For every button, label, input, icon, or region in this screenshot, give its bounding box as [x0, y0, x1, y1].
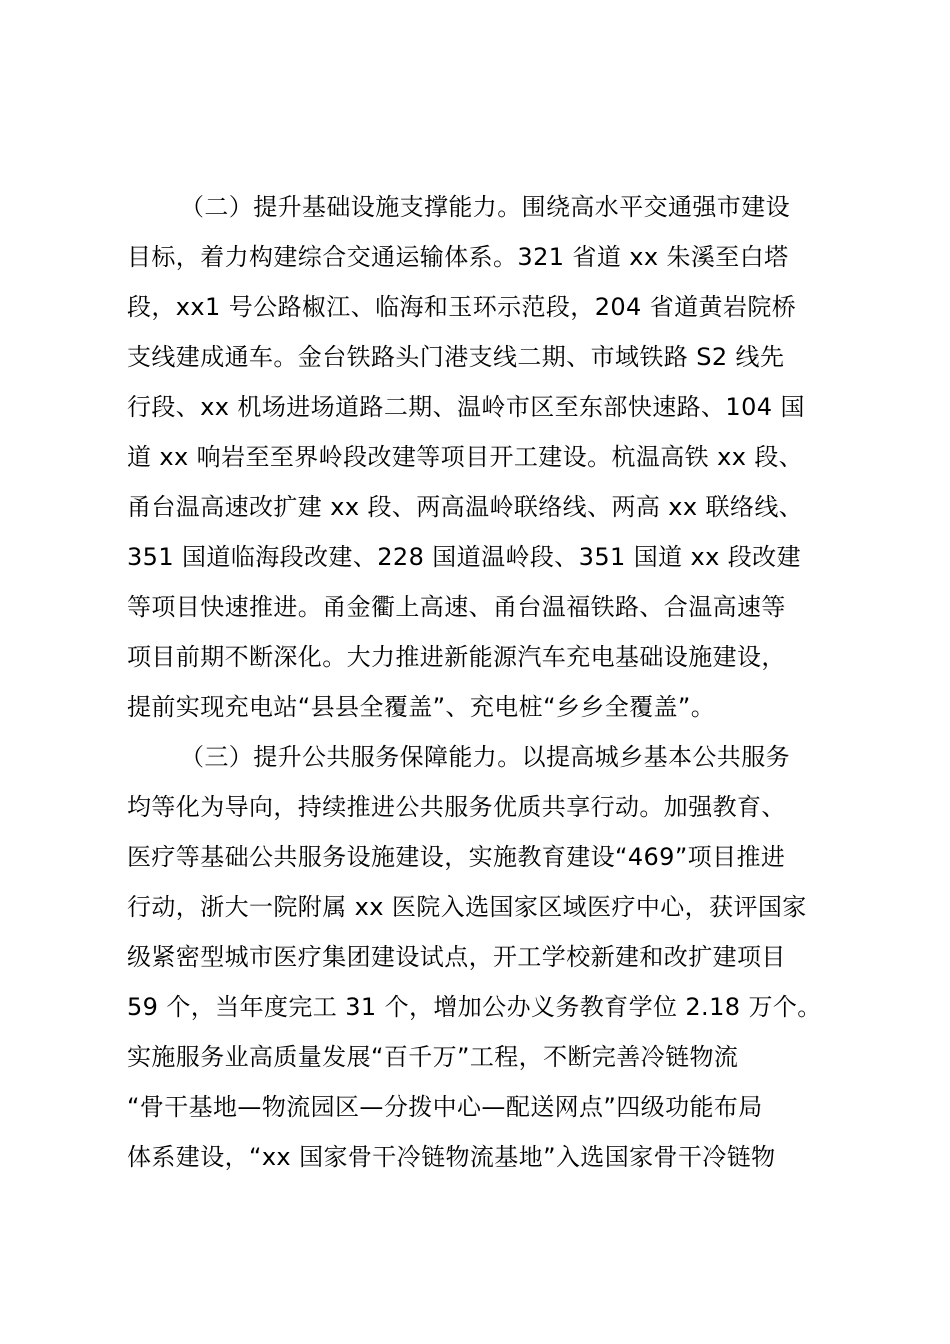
paragraph-3-line-4: 行动，浙大一院附属 xx 医院入选国家区域医疗中心，获评国家 — [127, 893, 807, 921]
paragraph-3-line-1: （三）提升公共服务保障能力。以提高城乡基本公共服务 — [180, 743, 790, 771]
paragraph-2-line-4: 支线建成通车。金台铁路头门港支线二期、市域铁路 S2 线先 — [127, 343, 785, 371]
paragraph-2-line-1: （二）提升基础设施支撑能力。围绕高水平交通强市建设 — [180, 193, 790, 221]
paragraph-2-line-10: 项目前期不断深化。大力推进新能源汽车充电基础设施建设， — [127, 643, 786, 671]
paragraph-3-line-6: 59 个，当年度完工 31 个，增加公办义务教育学位 2.18 万个。 — [127, 993, 822, 1021]
paragraph-3-line-5: 级紧密型城市医疗集团建设试点，开工学校新建和改扩建项目 — [127, 943, 786, 971]
paragraph-3-line-9: 体系建设，“xx 国家骨干冷链物流基地”入选国家骨干冷链物 — [127, 1143, 776, 1171]
paragraph-2-line-11: 提前实现充电站“县县全覆盖”、充电桩“乡乡全覆盖”。 — [127, 693, 716, 721]
paragraph-2-line-3: 段，xx1 号公路椒江、临海和玉环示范段，204 省道黄岩院桥 — [127, 293, 797, 321]
paragraph-3-line-8: “骨干基地—物流园区—分拨中心—配送网点”四级功能布局 — [127, 1093, 763, 1121]
paragraph-3-line-2: 均等化为导向，持续推进公共服务优质共享行动。加强教育、 — [127, 793, 786, 821]
paragraph-2-line-9: 等项目快速推进。甬金衢上高速、甬台温福铁路、合温高速等 — [127, 593, 786, 621]
paragraph-2-line-6: 道 xx 响岩至至界岭段改建等项目开工建设。杭温高铁 xx 段、 — [127, 443, 804, 471]
paragraph-3-line-7: 实施服务业高质量发展“百千万”工程，不断完善冷链物流 — [127, 1043, 739, 1071]
paragraph-2-line-7: 甬台温高速改扩建 xx 段、两高温岭联络线、两高 xx 联络线、 — [127, 493, 804, 521]
paragraph-2-line-5: 行段、xx 机场进场道路二期、温岭市区至东部快速路、104 国 — [127, 393, 805, 421]
paragraph-3-line-3: 医疗等基础公共服务设施建设，实施教育建设“469”项目推进 — [127, 843, 786, 871]
paragraph-2-line-2: 目标，着力构建综合交通运输体系。321 省道 xx 朱溪至白塔 — [127, 243, 789, 271]
paragraph-2-line-8: 351 国道临海段改建、228 国道温岭段、351 国道 xx 段改建 — [127, 543, 801, 571]
